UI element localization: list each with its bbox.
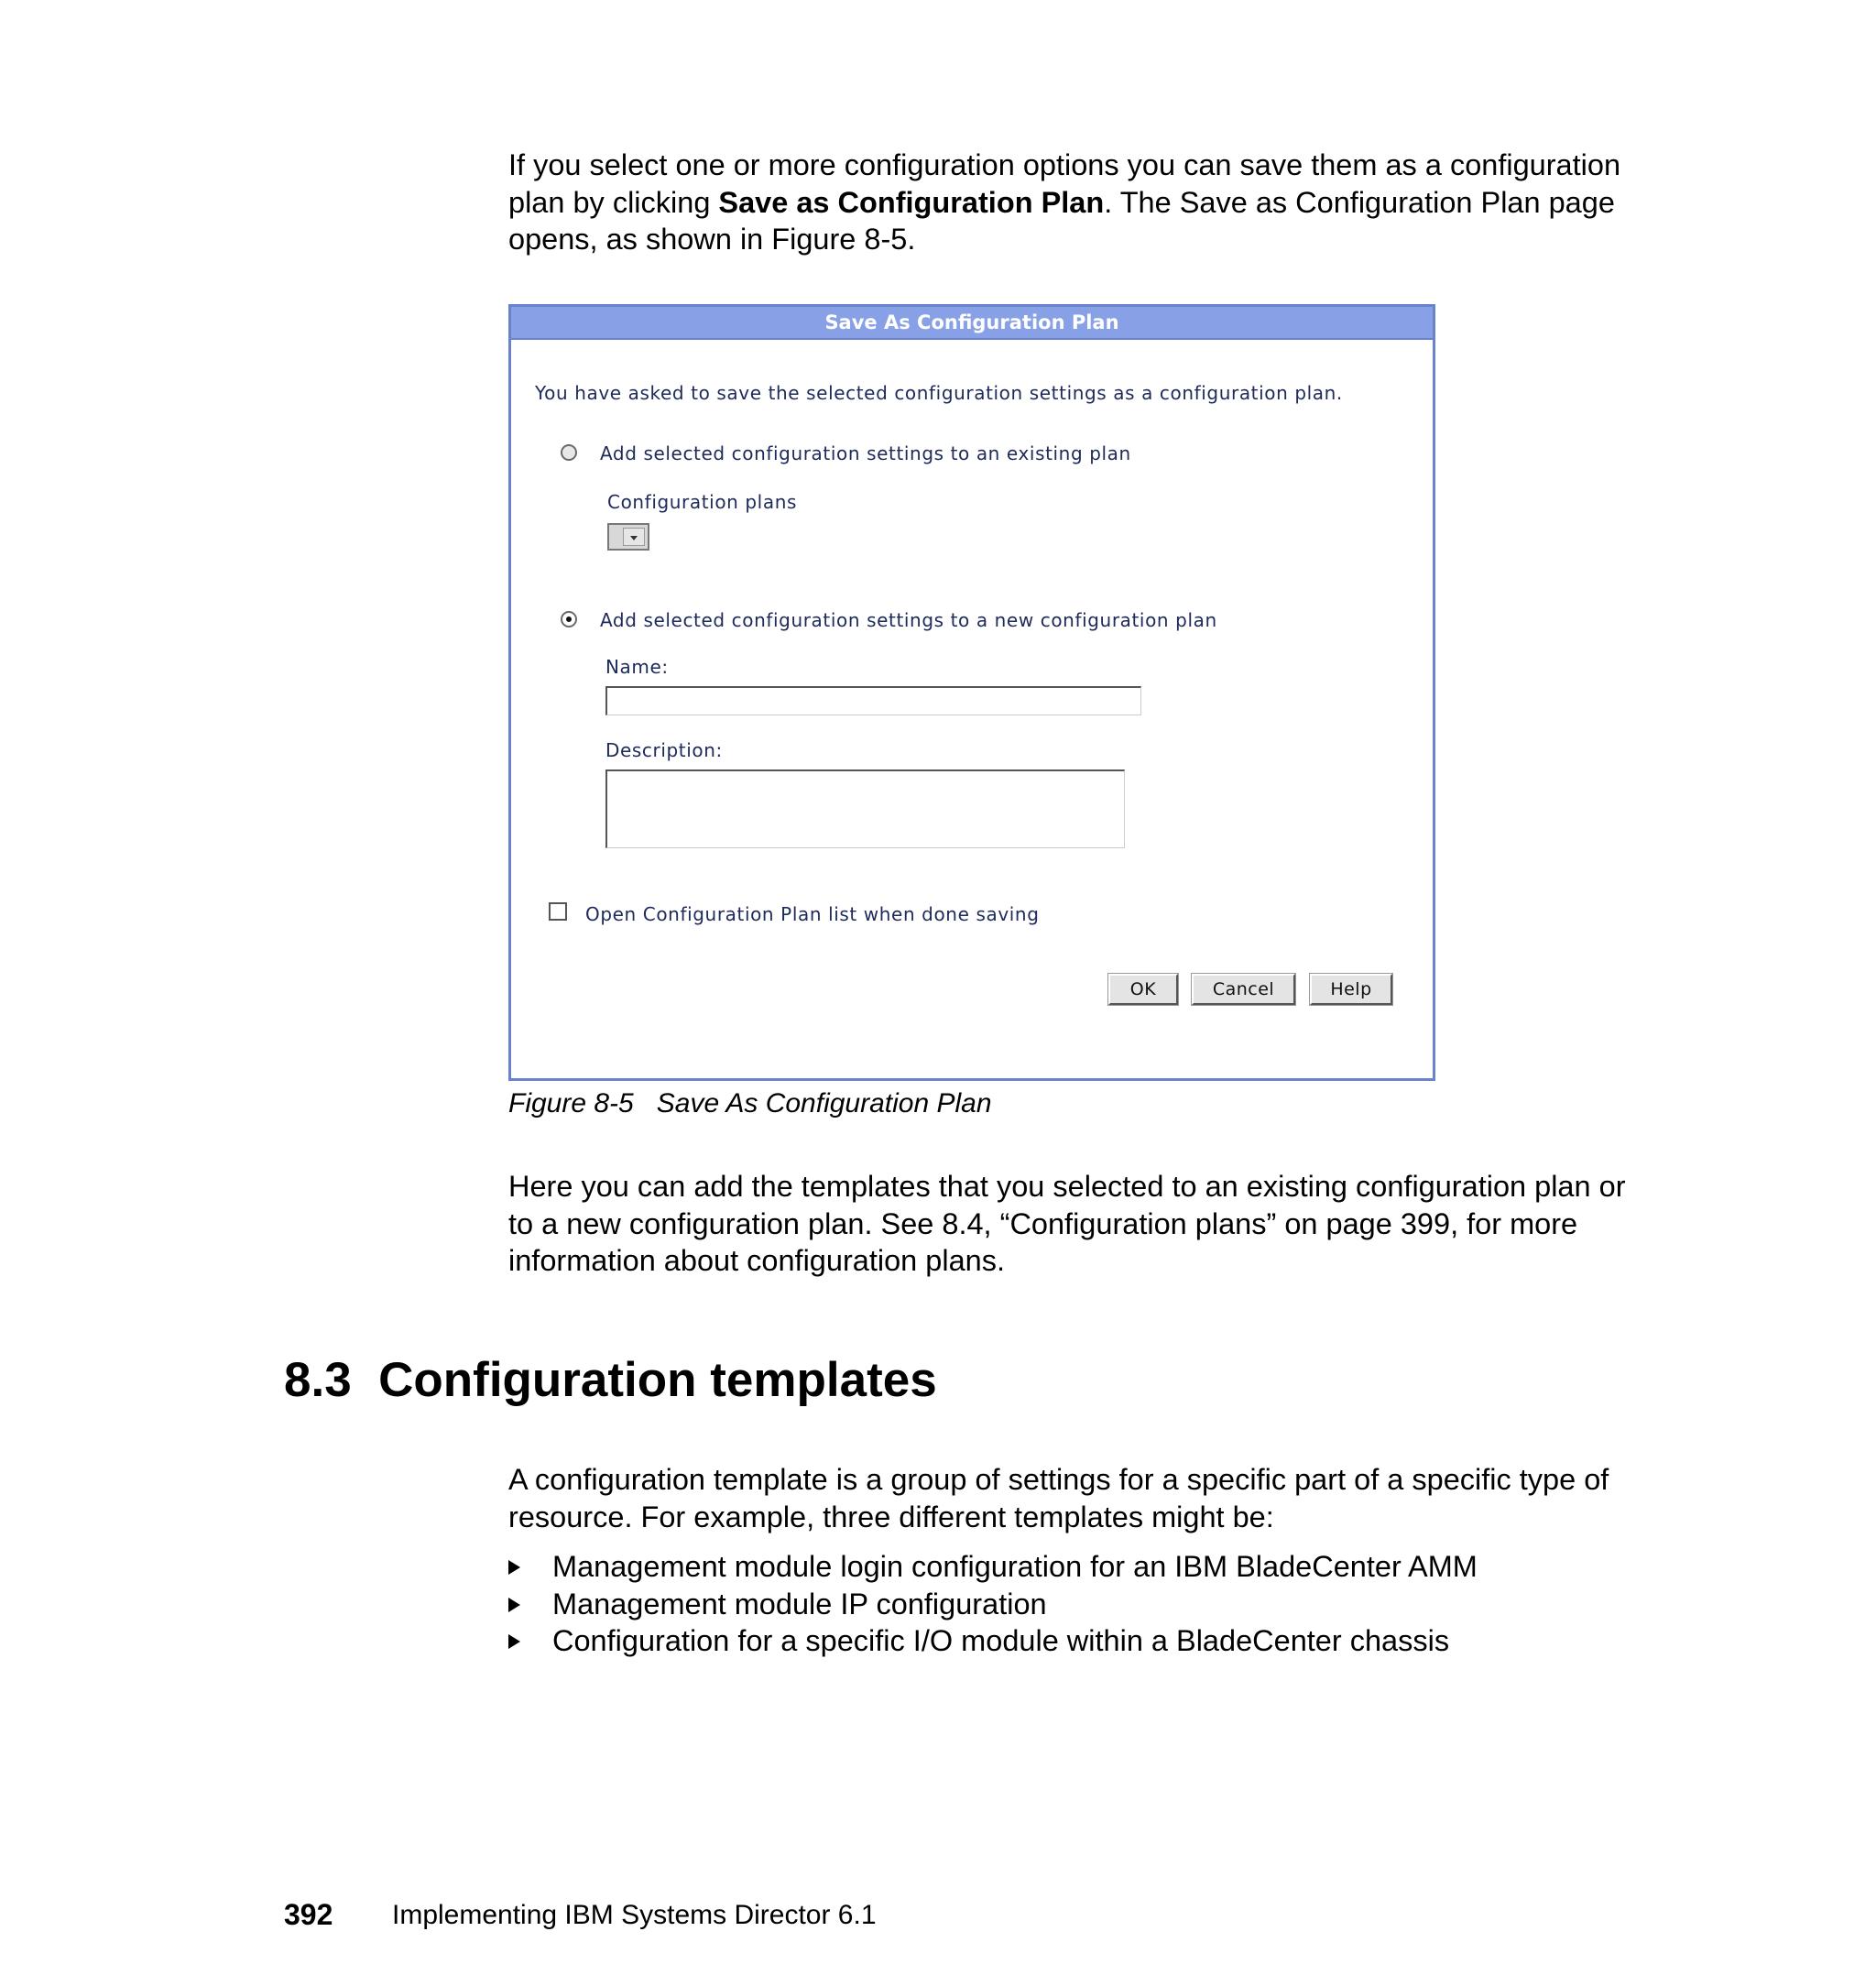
open-plan-list-label: Open Configuration Plan list when done saving [585,903,1040,925]
ok-button[interactable]: OK [1108,974,1178,1005]
section-number: 8.3 [284,1353,352,1407]
book-title: Implementing IBM Systems Director 6.1 [392,1900,877,1930]
open-plan-list-checkbox[interactable] [549,902,567,921]
paragraph-configuration-plans: Here you can add the templates that you selected to an existing configuration plan or to a new configuration plan. See 8.4, “Configuration plans” on page 399, for more information about configuration plans. [508,1170,1626,1277]
configuration-plans-select[interactable] [607,523,649,551]
paragraph-configuration-templates: A configuration template is a group of settings for a specific part of a specific type of resource. For example, three different templates might be: [508,1463,1609,1533]
radio-existing-plan-label: Add selected configuration settings to an existing plan [600,442,1131,464]
intro-text-end: . The Save as Configuration Plan page opens, as shown in Figure 8-5. [508,185,1615,256]
bullet-arrow-icon [508,1560,520,1575]
section-heading [284,1351,937,1410]
intro-text: If you select one or more configuration options you can save them as a configuration plan by clicking [508,148,1621,219]
name-input[interactable] [605,686,1141,715]
section-title: Configuration templates [378,1353,937,1407]
list-item-text: Management module login configuration for an IBM BladeCenter AMM [552,1550,1478,1583]
dialog-intro-text: You have asked to save the selected configuration settings as a configuration plan. [535,382,1343,404]
figure-caption-text: Save As Configuration Plan [656,1088,992,1118]
list-item [508,1622,1478,1660]
name-label: Name: [605,656,669,678]
description-textarea[interactable] [605,769,1125,848]
dialog-body [511,340,1433,1080]
intro-bold-text: Save as Configuration Plan [718,185,1105,219]
page-number: 392 [284,1898,333,1931]
cancel-button[interactable]: Cancel [1192,974,1295,1005]
list-item-text: Management module IP configuration [552,1587,1047,1620]
chevron-down-icon [623,528,645,546]
radio-new-plan[interactable] [561,611,577,627]
figure-caption-label: Figure 8-5 [508,1088,634,1118]
description-label: Description: [605,739,723,761]
list-item [508,1548,1478,1586]
list-item-text: Configuration for a specific I/O module within a BladeCenter chassis [552,1624,1450,1657]
figure-caption [508,1087,992,1120]
template-examples-list [508,1548,1478,1660]
dialog-title: Save As Configuration Plan [511,307,1433,340]
help-button[interactable]: Help [1310,974,1392,1005]
list-item [508,1586,1478,1623]
configuration-plans-label: Configuration plans [607,491,797,513]
radio-new-plan-label: Add selected configuration settings to a new configuration plan [600,609,1217,631]
intro-paragraph [508,147,1635,258]
save-as-configuration-plan-dialog [508,304,1435,1081]
radio-existing-plan[interactable] [561,444,577,461]
bullet-arrow-icon [508,1634,520,1649]
bullet-arrow-icon [508,1598,520,1612]
